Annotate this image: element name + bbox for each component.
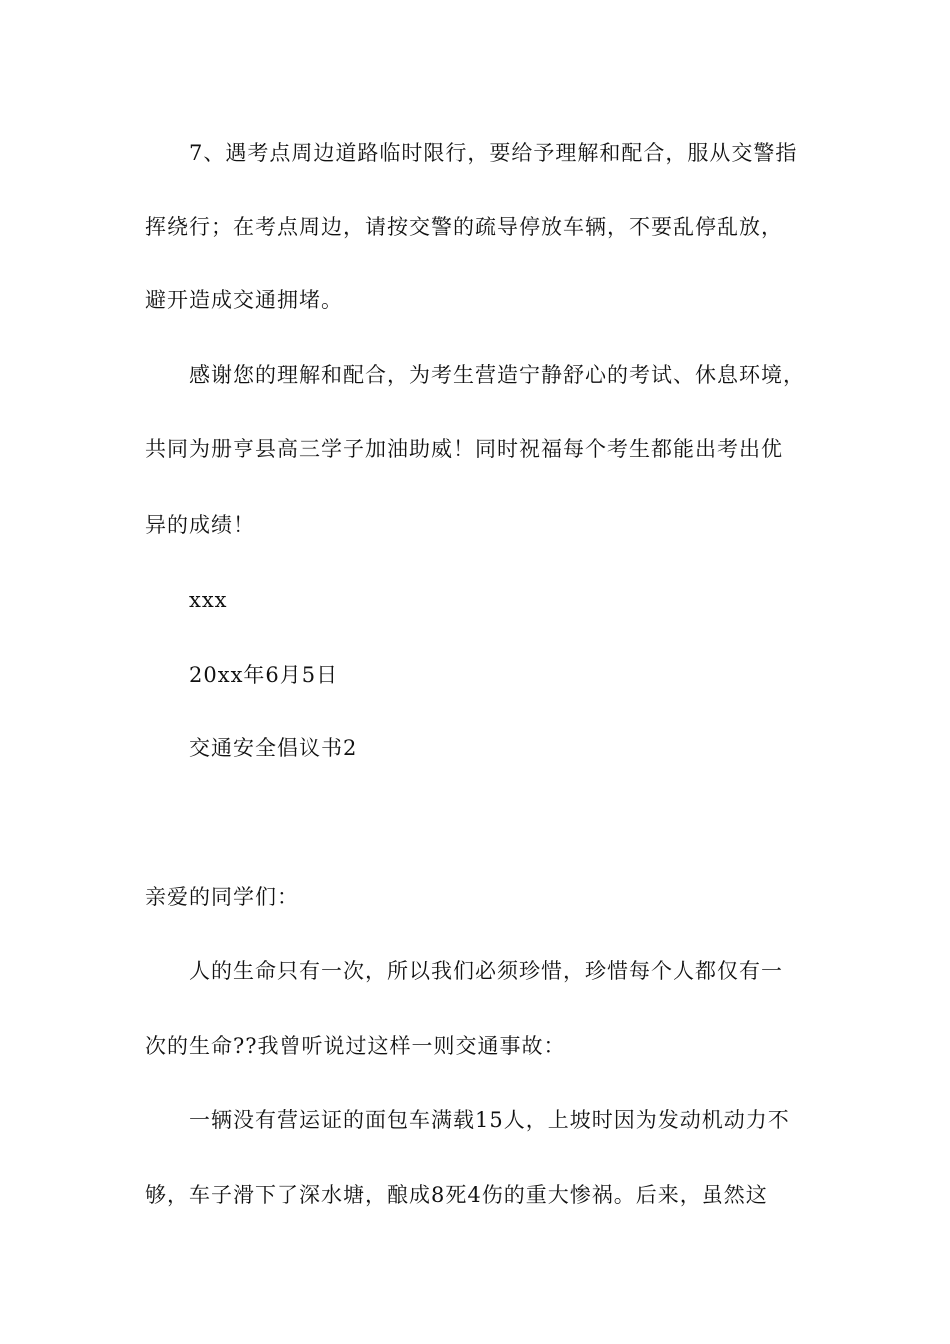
paragraph-line: 人的生命只有一次，所以我们必须珍惜，珍惜每个人都仅有一 [189, 959, 783, 983]
paragraph-line: 异的成绩！ [145, 513, 255, 537]
salutation: 亲爱的同学们： [145, 885, 299, 909]
paragraph-line: 一辆没有营运证的面包车满载15人，上坡时因为发动机动力不 [189, 1108, 790, 1132]
paragraph-line: 次的生命??我曾听说过这样一则交通事故： [145, 1034, 566, 1058]
section-title: 交通安全倡议书2 [189, 736, 358, 760]
paragraph-line: 7、遇考点周边道路临时限行，要给予理解和配合，服从交警指 [189, 141, 798, 165]
paragraph-line: 够，车子滑下了深水塘，酿成8死4伤的重大惨祸。后来，虽然这 [145, 1183, 768, 1207]
paragraph-line: 避开造成交通拥堵。 [145, 288, 343, 312]
paragraph-line: 挥绕行；在考点周边，请按交警的疏导停放车辆，不要乱停乱放， [145, 215, 783, 239]
paragraph-line: 共同为册亨县高三学子加油助威！同时祝福每个考生都能出考出优 [145, 437, 783, 461]
paragraph-line: 感谢您的理解和配合，为考生营造宁静舒心的考试、休息环境， [189, 363, 805, 387]
signature: xxx [189, 588, 228, 612]
date: 20xx年6月5日 [189, 663, 339, 687]
